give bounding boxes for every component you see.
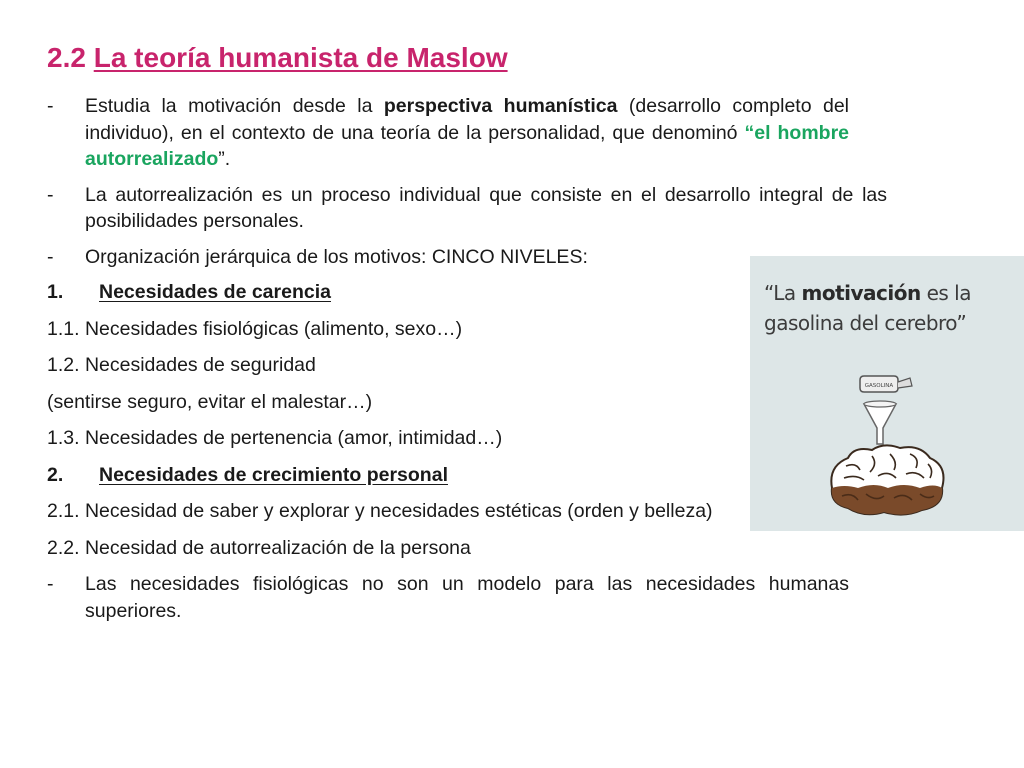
brain-icon: [831, 445, 943, 514]
bullet-text-part: (desarrollo completo del individuo), en el contexto de una teoría de la personalidad, que denominó: [85, 95, 850, 144]
bullet-final: [47, 571, 849, 624]
list-item: 1.1. Necesidades fisiológicas (alimento, sexo…): [47, 317, 463, 340]
level-label: Necesidades de crecimiento personal: [99, 463, 448, 486]
bullet-marker: -: [47, 183, 54, 206]
level-1-heading: [47, 279, 849, 306]
level-number: 1.: [47, 281, 64, 303]
title-number: 2.2: [47, 42, 86, 73]
quote-open: “La: [764, 281, 802, 305]
title-text: La teoría humanista de Maslow: [93, 42, 508, 73]
bullet-text: Organización jerárquica de los motivos: CINCO NIVELES:: [85, 245, 588, 268]
bullet-marker: -: [47, 245, 54, 268]
bullet-bold-text: perspectiva humanística: [383, 95, 618, 117]
list-item: (sentirse seguro, evitar el malestar…): [47, 390, 373, 413]
highlight-autorrealizado: “el hombre autorrealizado: [85, 121, 850, 170]
can-label: GASOLINA: [864, 383, 894, 389]
level-2-heading: [47, 462, 849, 489]
bullet-motivation-perspective: [47, 93, 849, 173]
list-item: 1.2. Necesidades de seguridad: [47, 354, 316, 376]
bullet-text-part: Estudia la motivación desde la: [85, 95, 384, 117]
quote-line-2: gasolina del cerebro”: [764, 311, 967, 335]
list-item: 2.2. Necesidad de autorrealización de la persona: [47, 536, 471, 559]
bullet-autorrealizacion: [47, 182, 887, 235]
bullet-marker: -: [47, 95, 54, 117]
list-item: 2.1. Necesidad de saber y explorar y necesidades estéticas (orden y belleza): [47, 500, 713, 522]
list-item: 1.3. Necesidades de pertenencia (amor, intimidad…): [47, 427, 503, 449]
bullet-text: La autorrealización es un proceso individual que consiste en el desarrollo integral de las posibilidades personales.: [85, 183, 887, 232]
bullet-text: Las necesidades fisiológicas no son un modelo para las necesidades humanas superiores.: [85, 573, 849, 622]
quote-bold: motivación: [801, 281, 921, 305]
level-number: 2.: [47, 463, 64, 486]
fuel-can-icon: [860, 376, 912, 392]
bullet-organizacion: [47, 244, 849, 271]
funnel-icon: [864, 401, 896, 444]
bullet-marker: -: [47, 573, 54, 595]
funnel-brain-drawing: [824, 366, 954, 526]
slide-title: [47, 42, 508, 74]
motivation-illustration: [750, 256, 1024, 531]
level-label: Necesidades de carencia: [99, 281, 331, 303]
quote-mid: es la: [920, 281, 971, 305]
illustration-quote: [764, 278, 1014, 338]
bullet-text-part: ”.: [218, 148, 231, 170]
